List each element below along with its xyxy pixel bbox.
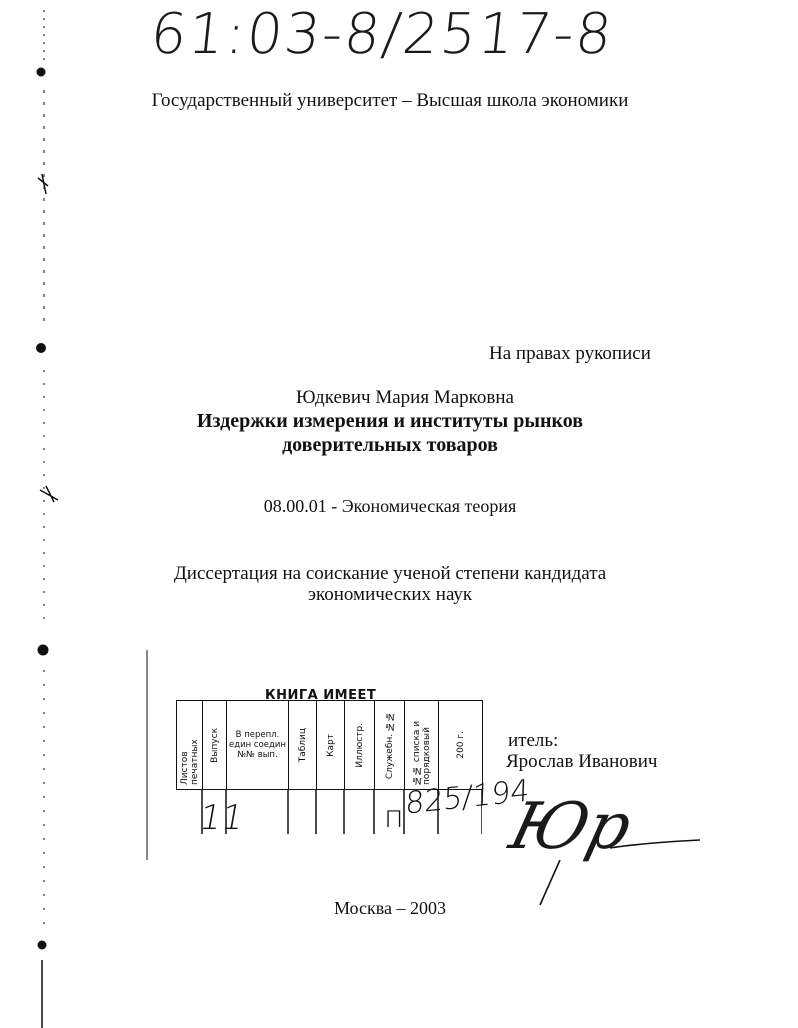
- stamp-col-tables: Таблиц: [289, 701, 317, 790]
- handwritten-numbers: 825/194: [404, 773, 530, 822]
- dissertation-title-line1: Издержки измерения и институты рынков: [196, 410, 584, 432]
- stamp-col-illustrations: Иллюстр.: [345, 701, 375, 790]
- supervisor-name: Ярослав Иванович: [506, 751, 658, 772]
- dissertation-title-line2: доверительных товаров: [282, 434, 498, 456]
- handwritten-service: п: [384, 800, 404, 835]
- city-year: Москва – 2003: [334, 898, 446, 918]
- stamp-title: КНИГА ИМЕЕТ: [265, 688, 377, 703]
- stamp-col-list-numbers: №№ списка и порядковый: [405, 701, 439, 790]
- degree-line1: Диссертация на соискание ученой степени кандидата: [173, 563, 607, 584]
- university-name: Государственный университет – Высшая школа экономики: [151, 90, 629, 111]
- supervisor-role: итель:: [508, 730, 559, 751]
- manuscript-rights: На правах рукописи: [489, 343, 651, 364]
- stamp-col-bound: В перепл. един соедин №№ вып.: [227, 701, 289, 790]
- degree-line2: экономических наук: [307, 584, 473, 605]
- signature: Юр: [502, 790, 639, 864]
- catalog-number: 61:03-8/2517-8: [147, 2, 617, 67]
- specialty-code: 08.00.01 - Экономическая теория: [263, 496, 517, 516]
- stamp-col-year: 200 г.: [439, 701, 483, 790]
- stamp-col-sheets: Листов печатных: [177, 701, 203, 790]
- handwritten-sheets: 11: [196, 798, 247, 838]
- stamp-col-service: Служебн. №№: [375, 701, 405, 790]
- stamp-col-issue: Выпуск: [203, 701, 227, 790]
- author-name: Юдкевич Мария Марковна: [295, 387, 514, 408]
- stamp-col-maps: Карт: [317, 701, 345, 790]
